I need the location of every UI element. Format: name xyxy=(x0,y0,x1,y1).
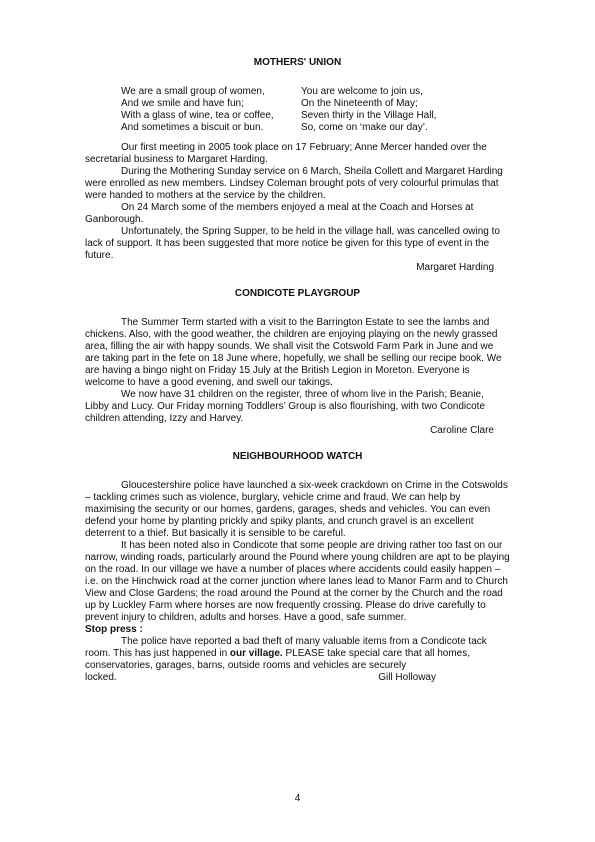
poem-line: And sometimes a biscuit or bun. xyxy=(121,122,264,133)
stop-press-text: The police have reported a bad theft of many valuable items from a Condicote tack room. This has just happened in xyxy=(85,636,487,659)
signature: Gill Holloway xyxy=(378,672,436,683)
stop-press-paragraph xyxy=(85,636,510,672)
paragraph: Gloucestershire police have launched a six-week crackdown on Crime in the Cotswolds – tackling crimes such as violence, burglary, vehicle crime and fraud. We can help by maximising the security or our homes, gardens, garages, sheds and vehicles. You can even defend your home by planting prickly and spiky plants, and crunch gravel is an excellent deterrent to a thief. But basically it is sensible to be careful. xyxy=(85,480,508,539)
mothers-union-section xyxy=(85,57,510,274)
playgroup-title: CONDICOTE PLAYGROUP xyxy=(234,288,361,299)
paragraph: Unfortunately, the Spring Supper, to be held in the village hall, was cancelled owing to lack of support. It has been suggested that more notice be given for this type of event in the future. xyxy=(85,226,500,261)
playgroup-section xyxy=(85,288,510,437)
paragraph: Our first meeting in 2005 took place on 17 February; Anne Mercer handed over the secretarial business to Margaret Harding. xyxy=(85,142,487,165)
neighbourhood-watch-section xyxy=(85,451,510,684)
poem-line: On the Nineteenth of May; xyxy=(301,98,418,109)
poem xyxy=(121,86,510,134)
document-page xyxy=(85,57,510,684)
signature: Caroline Clare xyxy=(430,425,494,436)
paragraph: On 24 March some of the members enjoyed a meal at the Coach and Horses at Ganborough. xyxy=(85,202,474,225)
stop-press-emphasis: our village. xyxy=(229,648,283,659)
poem-line: We are a small group of women, xyxy=(121,86,265,97)
stop-press-last-word: locked. xyxy=(85,672,117,683)
final-line xyxy=(85,672,510,684)
poem-left-column xyxy=(121,86,301,134)
paragraph: We now have 31 children on the register, three of whom live in the Parish; Beanie, Libby and Lucy. Our Friday morning Toddlers’ Group is also flourishing, with two Condicote children attending, Izzy and Harvey. xyxy=(85,389,486,424)
neighbourhood-watch-title: NEIGHBOURHOOD WATCH xyxy=(232,451,363,462)
mothers-union-title: MOTHERS' UNION xyxy=(253,57,342,68)
paragraph: It has been noted also in Condicote that some people are driving rather too fast on our narrow, winding roads, particularly around the Pound where young children are apt to be playing on the road. In our village we have a number of places where accidents could easily happen – i.e. on the Hinchwick road at the corner junction where lanes lead to Manor Farm and to Church View and Close Gardens; the road around the Pound at the corner by the Church and the road up by Luckley Farm where horses are now frequently crossing. Please do drive carefully to prevent injury to children, adults and horses. Have a good, safe summer. xyxy=(85,540,510,623)
paragraph: The Summer Term started with a visit to the Barrington Estate to see the lambs and chickens. Also, with the good weather, the children are enjoying playing on the newly grassed area, filling the air with happy sounds. We shall visit the Cotswold Farm Park in June and we are taking part in the fete on 18 June where, hopefully, we shall be selling our recipe book. We are having a bingo night on Friday 15 July at the British Legion in Moreton. Everyone is welcome to have a good evening, and swell our takings. xyxy=(85,317,502,388)
page-number: 4 xyxy=(294,793,301,804)
poem-line: With a glass of wine, tea or coffee, xyxy=(121,110,274,121)
poem-line: You are welcome to join us, xyxy=(301,86,423,97)
poem-line: Seven thirty in the Village Hall, xyxy=(301,110,437,121)
paragraph: During the Mothering Sunday service on 6 March, Sheila Collett and Margaret Harding were enrolled as new members. Lindsey Coleman brought pots of very colourful primulas that were handed to mothers at the service by the children. xyxy=(85,166,503,201)
poem-line: And we smile and have fun; xyxy=(121,98,244,109)
stop-press-text: PLEASE take special care that all homes, conservatories, garages, barns, outside rooms and vehicles are securely xyxy=(85,648,471,671)
signature: Margaret Harding xyxy=(416,262,494,273)
poem-right-column xyxy=(301,86,501,134)
stop-press-label: Stop press : xyxy=(85,624,143,635)
poem-line: So, come on ‘make our day’. xyxy=(301,122,428,133)
